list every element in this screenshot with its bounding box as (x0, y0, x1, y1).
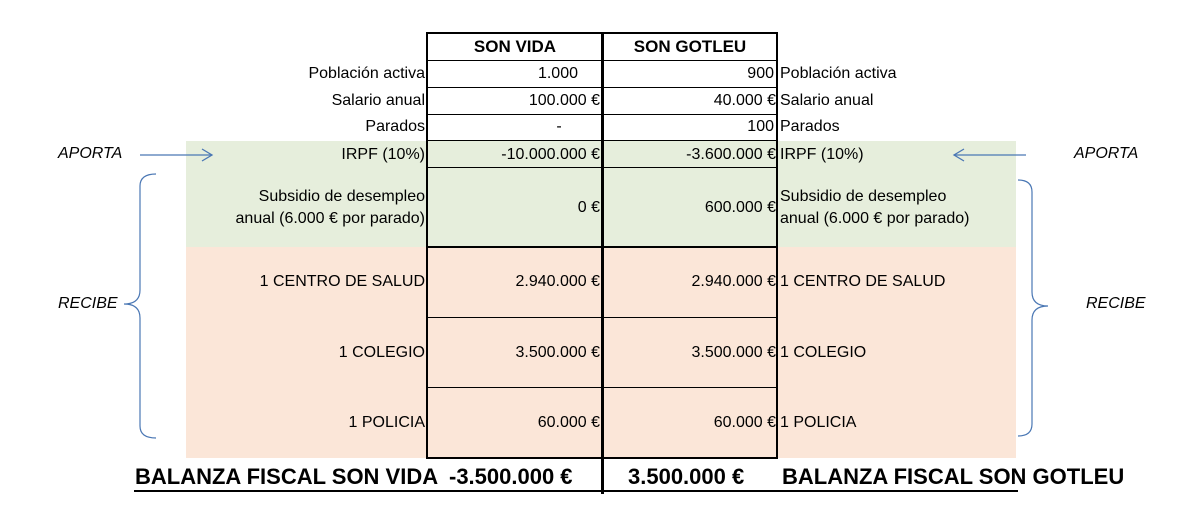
son-gotleu-value: -3.600.000 € (686, 145, 776, 163)
table-border (426, 114, 778, 115)
row-label-left: Salario anual (331, 92, 425, 110)
row-label-right: 1 CENTRO DE SALUD (780, 273, 946, 291)
row-label-left: 1 COLEGIO (338, 344, 425, 362)
row-label-right: 1 POLICIA (780, 414, 857, 432)
son-gotleu-value: 3.500.000 € (691, 344, 776, 362)
son-vida-value: 3.500.000 € (515, 344, 600, 362)
son-vida-value: 100.000 € (528, 92, 600, 110)
recibe-label-left: RECIBE (58, 295, 118, 312)
son-vida-value: 1.000 (537, 65, 578, 83)
table-border (426, 457, 778, 459)
son-gotleu-value: 2.940.000 € (691, 273, 776, 291)
table-border (426, 317, 778, 318)
son-gotleu-value: 40.000 € (713, 92, 776, 110)
balance-label-son-vida: BALANZA FISCAL SON VIDA (135, 464, 439, 489)
recibe-label-right: RECIBE (1086, 295, 1146, 312)
table-border (426, 246, 778, 248)
row-label-right: Subsidio de desempleo anual (6.000 € por parado) (780, 187, 970, 227)
aporta-label-left: APORTA (58, 145, 123, 162)
balance-underline-right (604, 490, 1018, 492)
balance-label-son-gotleu: BALANZA FISCAL SON GOTLEU (782, 464, 1125, 489)
table-border (426, 140, 778, 141)
row-label-left: Subsidio de desempleo anual (6.000 € por parado) (235, 187, 425, 227)
row-label-left: Parados (365, 118, 425, 136)
row-label-left: 1 CENTRO DE SALUD (259, 273, 425, 291)
balance-underline-left (134, 490, 602, 492)
column-header-son-vida: SON VIDA (473, 36, 557, 56)
arrow-right-icon (140, 147, 216, 163)
row-label-left: IRPF (10%) (341, 145, 425, 163)
row-label-right: Salario anual (780, 92, 874, 110)
aporta-label-right: APORTA (1074, 145, 1139, 162)
table-border (426, 387, 778, 388)
son-gotleu-value: 100 (747, 118, 774, 136)
row-label-left: 1 POLICIA (348, 414, 425, 432)
table-border (601, 32, 604, 494)
table-border (426, 87, 778, 88)
table-border (426, 60, 778, 61)
table-border (426, 167, 778, 168)
table-border (426, 32, 778, 34)
son-vida-value: -10.000.000 € (501, 145, 600, 163)
son-vida-value: 0 € (577, 198, 600, 216)
column-header-son-gotleu: SON GOTLEU (633, 36, 747, 56)
son-gotleu-value: 600.000 € (704, 198, 776, 216)
son-vida-value: 2.940.000 € (515, 273, 600, 291)
balance-value-son-vida: -3.500.000 € (449, 464, 573, 489)
son-vida-value: 60.000 € (537, 414, 600, 432)
son-gotleu-value: 60.000 € (713, 414, 776, 432)
son-vida-value: - (556, 118, 562, 136)
row-label-right: Población activa (780, 65, 897, 83)
row-label-right: 1 COLEGIO (780, 344, 867, 362)
left-brace-icon (120, 172, 160, 442)
arrow-left-icon (952, 147, 1028, 163)
row-label-right: IRPF (10%) (780, 145, 864, 163)
balance-value-son-gotleu: 3.500.000 € (628, 464, 745, 489)
row-label-left: Población activa (308, 65, 425, 83)
son-gotleu-value: 900 (747, 65, 774, 83)
right-brace-icon (1016, 178, 1056, 440)
row-label-right: Parados (780, 118, 840, 136)
